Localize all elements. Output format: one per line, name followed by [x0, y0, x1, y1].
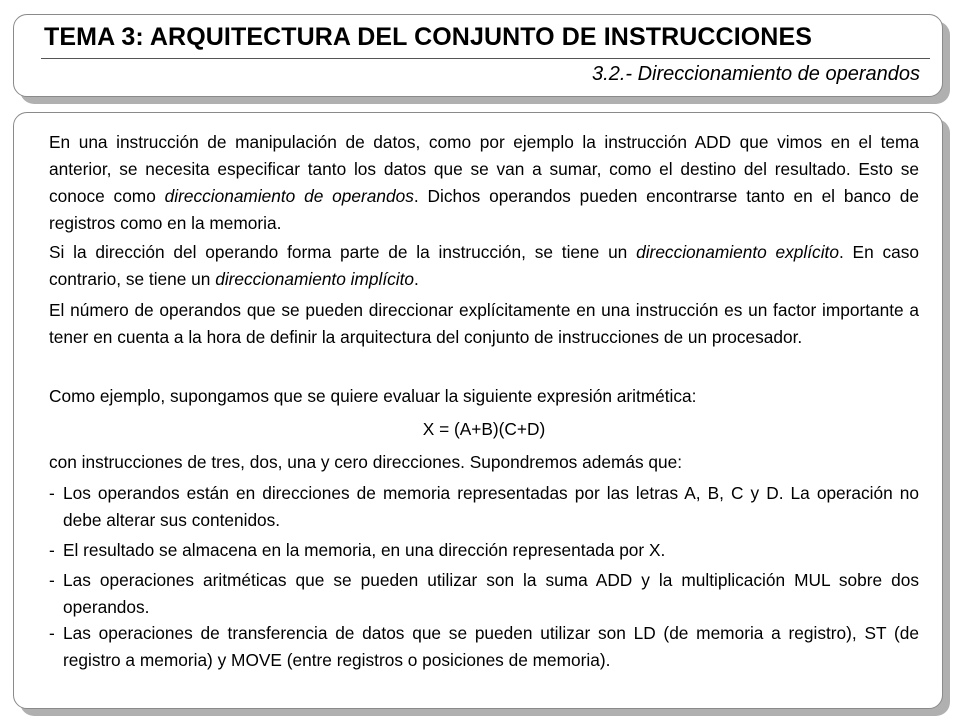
bullet-dash: -	[49, 483, 55, 503]
list-item-text: Los operandos están en direcciones de memoria representadas por las letras A, B, C y D. La operación no debe alterar sus contenidos.	[63, 483, 919, 530]
text-run: En una instrucción de manipulación de datos, como por ejemplo la instrucción ADD que vimos en el tema anterior, se necesita especificar tanto los datos que se van a sumar, como el destino del resultado. Esto se conoce como	[49, 132, 919, 206]
header-divider	[41, 58, 930, 59]
list-item	[49, 537, 919, 567]
list-item	[49, 620, 919, 674]
paragraph-explicit	[49, 239, 919, 297]
bullet-dash: -	[49, 540, 55, 560]
list-item-text: El resultado se almacena en la memoria, en una dirección representada por X.	[63, 540, 666, 560]
list-item-text: Las operaciones aritméticas que se pueden utilizar son la suma ADD y la multiplicación MUL sobre dos operandos.	[63, 570, 919, 617]
bullet-dash: -	[49, 623, 55, 643]
emphasis-term: direccionamiento explícito	[636, 242, 839, 262]
page-title: TEMA 3: ARQUITECTURA DEL CONJUNTO DE INSTRUCCIONES	[44, 23, 812, 51]
formula: X = (A+B)(C+D)	[422, 419, 546, 439]
paragraph-assumptions: con instrucciones de tres, dos, una y cero direcciones. Supondremos además que:	[49, 452, 683, 472]
paragraph-operands: El número de operandos que se pueden direccionar explícitamente en una instrucción es un factor importante a tener en cuenta a la hora de definir la arquitectura del conjunto de instrucciones de un procesador.	[49, 300, 919, 347]
paragraph-example: Como ejemplo, supongamos que se quiere evaluar la siguiente expresión aritmética:	[49, 386, 697, 406]
section-subtitle: 3.2.- Direccionamiento de operandos	[592, 63, 920, 85]
text-run: .	[414, 269, 419, 289]
header-panel	[13, 14, 943, 97]
text-run: Si la dirección del operando forma parte de la instrucción, se tiene un	[49, 242, 637, 262]
text-run: . En caso contrario, se tiene un	[49, 242, 920, 289]
content-panel	[13, 112, 943, 709]
emphasis-term: direccionamiento implícito	[215, 269, 415, 289]
bullet-dash: -	[49, 570, 55, 590]
list-item-text: Las operaciones de transferencia de datos que se pueden utilizar son LD (de memoria a registro), ST (de registro a memoria) y MOVE (entre registros o posiciones de memoria).	[63, 623, 919, 670]
content-text	[49, 129, 919, 674]
paragraph-intro	[49, 129, 919, 239]
list-item	[49, 567, 919, 620]
list-item	[49, 480, 919, 537]
text-run: . Dichos operandos pueden encontrarse tanto en el banco de registros como en la memoria.	[49, 186, 919, 233]
emphasis-term: direccionamiento de operandos	[164, 186, 414, 206]
